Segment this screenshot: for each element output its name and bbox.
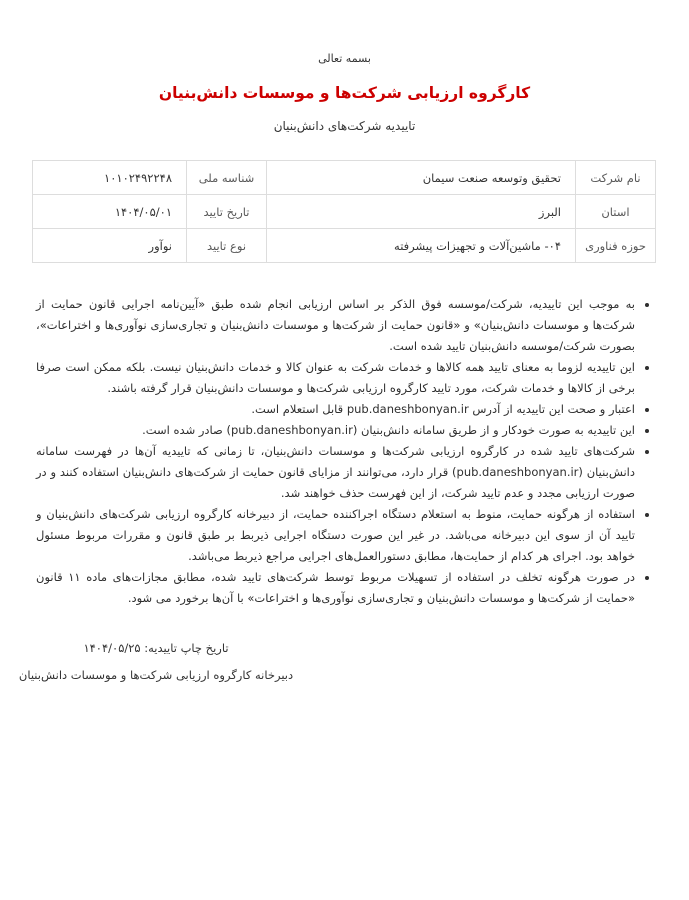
certificate-subtitle: تاییدیه شرکت‌های دانش‌بنیان: [273, 119, 416, 133]
table-row: [33, 195, 656, 229]
company-name-value: تحقیق وتوسعه صنعت سیمان: [267, 161, 576, 195]
print-date: تاریخ چاپ تاییدیه: ۱۴۰۴/۰۵/۲۵: [83, 641, 229, 655]
signature-block: [16, 641, 296, 682]
company-name-label: نام شرکت: [576, 161, 656, 195]
note-item: • در صورت هرگونه تخلف در استفاده از تسهیلات مربوط توسط شرکت‌های تایید شده، مطابق مجازات‌های ماده ۱۱ قانون «حمایت از شرکت‌ها و موسسات دانش‌بنیان و تجاری‌سازی نوآوری‌ها و اختراعات» با آن‌ها برخورد می شود.: [36, 567, 635, 609]
national-id-label: شناسه ملی: [187, 161, 267, 195]
notes-list: [36, 294, 649, 609]
company-info-table: [32, 160, 656, 263]
province-value: البرز: [267, 195, 576, 229]
note-item: • این تاییدیه به صورت خودکار و از طریق سامانه دانش‌بنیان (pub.daneshbonyan.ir) صادر شده است.: [36, 420, 635, 441]
certificate-title: کارگروه ارزیابی شرکت‌ها و موسسات دانش‌بنیان: [158, 84, 531, 102]
note-item: • به موجب این تاییدیه، شرکت/موسسه فوق الذکر بر اساس ارزیابی انجام شده طبق «آیین‌نامه اجرایی قانون حمایت از شرکت‌ها و موسسات دانش‌بنیان» و «قانون حمایت از شرکت‌ها و موسسات دانش‌بنیان و تجاری‌سازی نوآوری‌ها و اختراعات»، بصورت شرکت/موسسه دانش‌بنیان تایید شده است.: [36, 294, 635, 357]
approval-date-value: ۱۴۰۴/۰۵/۰۱: [33, 195, 187, 229]
tech-domain-label: حوزه فناوری: [576, 229, 656, 263]
tech-domain-value: ۰۴- ماشین‌آلات و تجهیزات پیشرفته: [267, 229, 576, 263]
table-row: [33, 161, 656, 195]
note-item: • شرکت‌های تایید شده در کارگروه ارزیابی شرکت‌ها و موسسات دانش‌بنیان، تا زمانی که تاییدیه آن‌ها در فهرست سامانه دانش‌بنیان (pub.daneshbonyan.ir) قرار دارد، می‌توانند از مزایای قانون حمایت از شرکت‌های دانش‌بنیان استفاده کنند و در صورت ارزیابی مجدد و عدم تایید شرکت، از این فهرست حذف خواهند شد.: [36, 441, 635, 504]
bismillah-text: بسمه تعالی: [318, 52, 371, 65]
table-row: [33, 229, 656, 263]
national-id-value: ۱۰۱۰۲۴۹۲۲۴۸: [33, 161, 187, 195]
secretariat-signature: دبیرخانه کارگروه ارزیابی شرکت‌ها و موسسات دانش‌بنیان: [18, 668, 294, 682]
approval-type-label: نوع تایید: [187, 229, 267, 263]
note-item: • این تاییدیه لزوما به معنای تایید همه کالاها و خدمات شرکت به عنوان کالا و خدمات دانش‌بنیان نیست. بلکه ممکن است صرفا برخی از کالاها و خدمات شرکت، مورد تایید کارگروه ارزیابی شرکت‌ها و موسسات دانش‌بنیان قرار گرفته باشند.: [36, 357, 635, 399]
approval-date-label: تاریخ تایید: [187, 195, 267, 229]
note-item: • اعتبار و صحت این تاییدیه از آدرس pub.daneshbonyan.ir قابل استعلام است.: [36, 399, 635, 420]
province-label: استان: [576, 195, 656, 229]
approval-type-value: نوآور: [33, 229, 187, 263]
note-item: • استفاده از هرگونه حمایت، منوط به استعلام دستگاه اجراکننده حمایت، از دبیرخانه کارگروه ارزیابی شرکت‌های دانش‌بنیان و تایید آن از سوی این دبیرخانه می‌باشد. در غیر این صورت دستگاه اجرایی ذیربط بر طبق قانون و مقررات مربوط مسئول خواهد بود. اجرای هر کدام از حمایت‌ها، مطابق دستورالعمل‌های اجرایی مراجع ذیربط می‌باشد.: [36, 504, 635, 567]
